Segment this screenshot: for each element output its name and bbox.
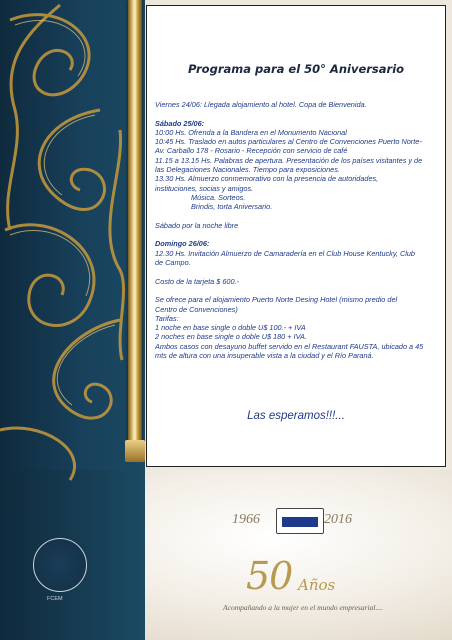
- program-line: Av. Carballo 178 - Rosario - Recepción con servicio de café: [155, 146, 348, 156]
- program-line: Centro de Convenciones): [155, 304, 238, 314]
- anniversary-word: Años: [298, 576, 336, 594]
- program-line: las Delegaciones Nacionales. Tiempo para exposiciones.: [155, 165, 340, 175]
- program-line: 10:00 Hs. Ofrenda a la Bandera en el Monumento Nacional: [155, 127, 347, 137]
- program-line: Brindis, torta Aniversario.: [191, 202, 273, 212]
- program-line: instituciones, socias y amigos.: [155, 183, 254, 193]
- program-line: 10:45 Hs. Traslado en autos particulares al Centro de Convenciones Puerto Norte-: [155, 137, 422, 147]
- seal-label: FCEM: [47, 596, 63, 602]
- page-title: Programa para el 50° Aniversario: [187, 62, 405, 76]
- program-line: 11.15 a 13.15 Hs. Palabras de apertura. Presentación de los países visitantes y de: [155, 155, 423, 165]
- program-line: 1 noche en base single o doble U$ 100.- + IVA: [155, 323, 306, 333]
- tagline: Acompañando a la mujer en el mundo empresarial....: [223, 603, 383, 612]
- program-line: 2 noches en base single o doble U$ 180 + IVA.: [155, 332, 307, 342]
- program-line: Ambos casos con desayuno buffet servido en el Restaurant FAUSTA, ubicado a 45: [155, 341, 424, 351]
- spacer: [155, 212, 443, 221]
- program-line: 12.30 Hs. Invitación Almuerzo de Camaradería en el Club House Kentucky, Club: [155, 248, 415, 258]
- gold-pillar: [128, 0, 142, 455]
- spacer: [155, 230, 443, 239]
- association-logo-icon: [276, 508, 324, 534]
- year-end: 2016: [324, 512, 352, 527]
- anniversary-number: 50: [246, 554, 293, 598]
- program-schedule: [155, 100, 443, 360]
- pillar-base: [125, 440, 145, 462]
- spacer: [155, 286, 443, 295]
- program-day-heading: Domingo 26/06:: [155, 239, 210, 249]
- program-line: Costo de la tarjeta $ 600.-: [155, 276, 239, 286]
- program-sheet: [146, 5, 446, 467]
- program-line: Viernes 24/06: Llegada alojamiento al hotel. Copa de Bienvenida.: [155, 100, 367, 109]
- program-line: mts de altura con una insuperable vista a la ciudad y el Río Paraná.: [155, 351, 374, 361]
- spacer: [155, 267, 443, 276]
- program-line: 13.30 Hs. Almuerzo conmemorativo con la presencia de autoridades,: [155, 174, 379, 184]
- seal-icon: [33, 538, 87, 592]
- closing-message: Las esperamos!!!...: [247, 410, 345, 422]
- spacer: [155, 109, 443, 118]
- program-line: Sábado por la noche libre: [155, 220, 239, 230]
- year-start: 1966: [232, 512, 260, 527]
- program-line: Se ofrece para el alojamiento Puerto Norte Desing Hotel (mismo predio del: [155, 295, 398, 305]
- program-line: Música. Sorteos.: [191, 192, 246, 202]
- program-day-heading: Sábado 25/06:: [155, 118, 205, 128]
- anniversary-years: [232, 508, 372, 536]
- program-line: de Campo.: [155, 258, 191, 268]
- program-line: Tarifas:: [155, 313, 179, 323]
